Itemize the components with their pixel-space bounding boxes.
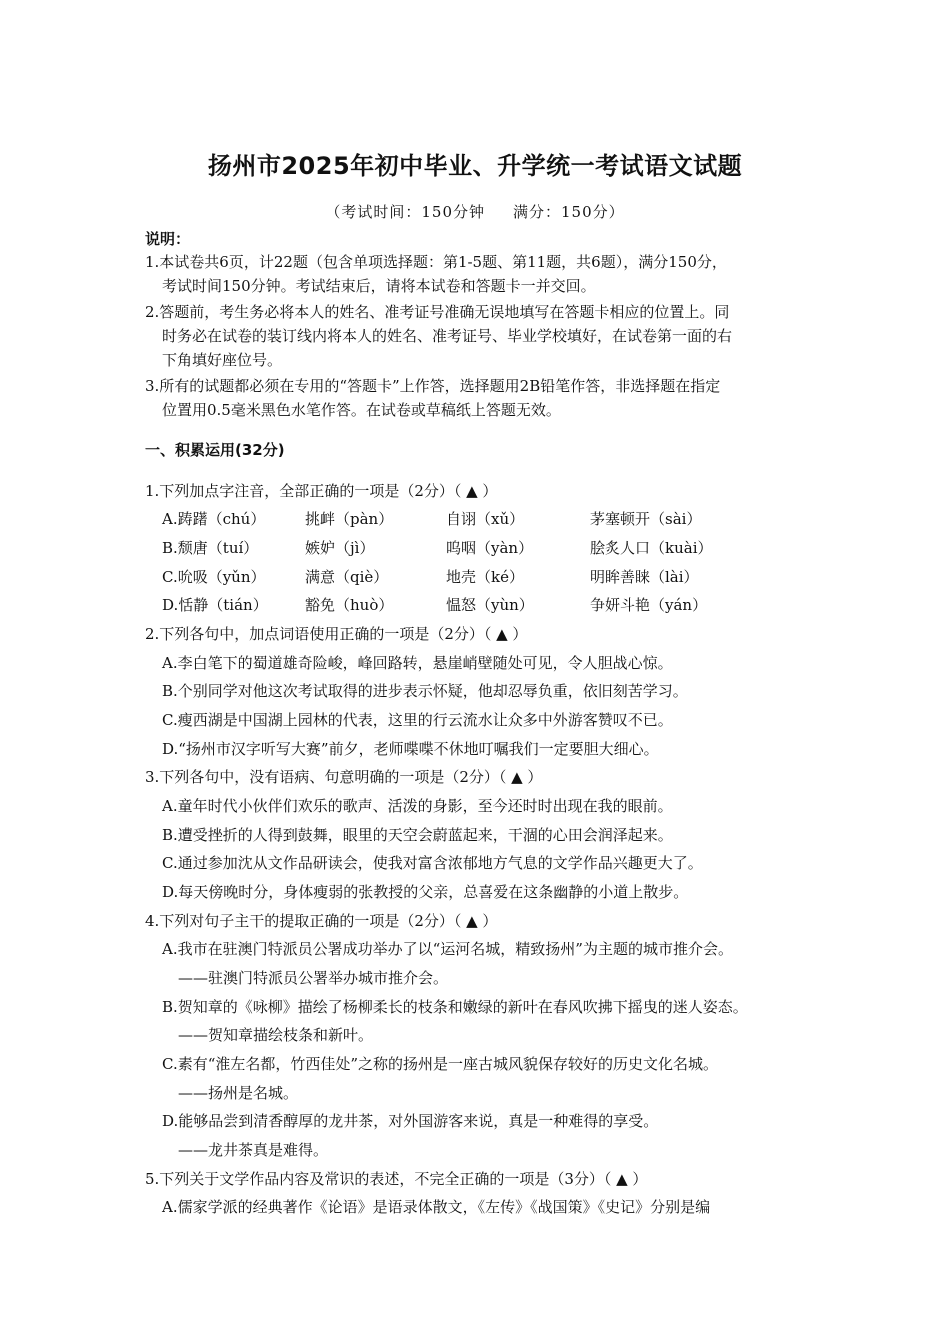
q1-option-c-item-4: 明眸善睐（lài） <box>590 568 699 586</box>
instruction-2-line-1: 2.答题前，考生务必将本人的姓名、准考证号准确无误地填写在答题卡相应的位置上。同 <box>145 303 730 321</box>
q4-option-b: B.贺知章的《咏柳》描绘了杨柳柔长的枝条和嫩绿的新叶在春风吹拂下摇曳的迷人姿态。 <box>162 998 748 1016</box>
instruction-3-line-2: 位置用0.5毫米黑色水笔作答。在试卷或草稿纸上答题无效。 <box>162 401 561 419</box>
question-5-stem: 5.下列关于文学作品内容及常识的表述，不完全正确的一项是（3分）（ ▲ ） <box>145 1170 648 1188</box>
q1-option-b-item-1: B.颓唐（tuí） <box>162 539 259 557</box>
q3-option-a: A.童年时代小伙伴们欢乐的歌声、活泼的身影，至今还时时出现在我的眼前。 <box>162 797 673 815</box>
question-1-stem: 1.下列加点字注音，全部正确的一项是（2分）（ ▲ ） <box>145 482 498 500</box>
exam-time: （考试时间：150分钟 <box>325 203 485 221</box>
q5-option-a: A.儒家学派的经典著作《论语》是语录体散文，《左传》《战国策》《史记》分别是编 <box>162 1198 711 1216</box>
question-4-stem: 4.下列对句子主干的提取正确的一项是（2分）（ ▲ ） <box>145 912 498 930</box>
q2-option-b: B.个别同学对他这次考试取得的进步表示怀疑，他却忍辱负重，依旧刻苦学习。 <box>162 682 688 700</box>
q1-option-c-item-1: C.吮吸（yǔn） <box>162 568 266 586</box>
exam-score: 满分：150分） <box>513 203 625 221</box>
q2-option-a: A.李白笔下的蜀道雄奇险峻，峰回路转，悬崖峭壁随处可见，令人胆战心惊。 <box>162 654 673 672</box>
q1-option-b-item-2: 嫉妒（jì） <box>305 539 375 557</box>
q4-option-b-answer: ——贺知章描绘枝条和新叶。 <box>178 1026 374 1044</box>
q1-option-a-item-2: 挑衅（pàn） <box>305 510 394 528</box>
q1-option-d-item-2: 豁免（huò） <box>305 596 394 614</box>
section-1-heading: 一、积累运用(32分) <box>145 441 285 459</box>
q2-option-c: C.瘦西湖是中国湖上园林的代表，这里的行云流水让众多中外游客赞叹不已。 <box>162 711 673 729</box>
exam-subtitle <box>0 201 950 222</box>
q4-option-d: D.能够品尝到清香醇厚的龙井茶，对外国游客来说，真是一种难得的享受。 <box>162 1112 659 1130</box>
instruction-2-line-2: 时务必在试卷的装订线内将本人的姓名、准考证号、毕业学校填好，在试卷第一面的右 <box>162 327 733 345</box>
q4-option-a: A.我市在驻澳门特派员公署成功举办了以“运河名城，精致扬州”为主题的城市推介会。 <box>162 940 733 958</box>
q4-option-c: C.素有“淮左名都，竹西佳处”之称的扬州是一座古城风貌保存较好的历史文化名城。 <box>162 1055 719 1073</box>
q3-option-c: C.通过参加沈从文作品研读会，使我对富含浓郁地方气息的文学作品兴趣更大了。 <box>162 854 703 872</box>
q4-option-d-answer: ——龙井茶真是难得。 <box>178 1141 329 1159</box>
q1-option-d-item-3: 愠怒（yùn） <box>446 596 534 614</box>
q1-option-a-item-1: A.踌躇（chú） <box>162 510 266 528</box>
instruction-3-line-1: 3.所有的试题都必须在专用的“答题卡”上作答，选择题用2B铅笔作答，非选择题在指定 <box>145 377 721 395</box>
q1-option-b-item-4: 脍炙人口（kuài） <box>590 539 713 557</box>
q4-option-c-answer: ——扬州是名城。 <box>178 1084 299 1102</box>
q1-option-a-item-3: 自诩（xǔ） <box>446 510 525 528</box>
q1-option-c-item-2: 满意（qiè） <box>305 568 389 586</box>
instruction-2-line-3: 下角填好座位号。 <box>162 351 283 369</box>
q1-option-d-item-4: 争妍斗艳（yán） <box>590 596 708 614</box>
q1-option-b-item-3: 呜咽（yàn） <box>446 539 534 557</box>
instruction-1-line-2: 考试时间150分钟。考试结束后，请将本试卷和答题卡一并交回。 <box>162 277 596 295</box>
question-2-stem: 2.下列各句中，加点词语使用正确的一项是（2分）（ ▲ ） <box>145 625 528 643</box>
q1-option-d-item-1: D.恬静（tián） <box>162 596 268 614</box>
q3-option-b: B.遭受挫折的人得到鼓舞，眼里的天空会蔚蓝起来，干涸的心田会润泽起来。 <box>162 826 673 844</box>
q3-option-d: D.每天傍晚时分，身体瘦弱的张教授的父亲，总喜爱在这条幽静的小道上散步。 <box>162 883 689 901</box>
q1-option-a-item-4: 茅塞顿开（sài） <box>590 510 702 528</box>
exam-title: 扬州市2025年初中毕业、升学统一考试语文试题 <box>207 152 743 180</box>
q1-option-c-item-3: 地壳（ké） <box>446 568 524 586</box>
instructions-heading: 说明： <box>145 230 191 248</box>
question-3-stem: 3.下列各句中，没有语病、句意明确的一项是（2分）（ ▲ ） <box>145 768 543 786</box>
q4-option-a-answer: ——驻澳门特派员公署举办城市推介会。 <box>178 969 449 987</box>
instruction-1-line-1: 1.本试卷共6页，计22题（包含单项选择题：第1-5题、第11题，共6题），满分150分， <box>145 253 727 271</box>
q2-option-d: D.“扬州市汉字听写大赛”前夕，老师喋喋不休地叮嘱我们一定要胆大细心。 <box>162 740 659 758</box>
